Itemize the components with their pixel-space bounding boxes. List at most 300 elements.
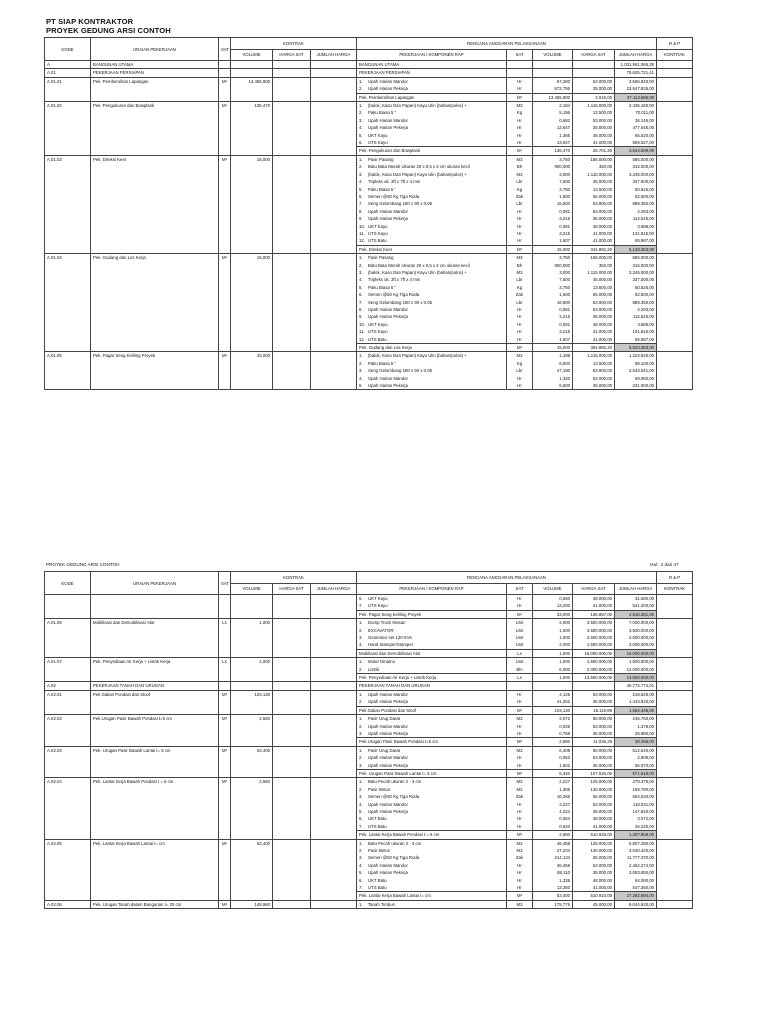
rap-jumlah-harga-cell: 11.777.370,00 [615, 854, 657, 861]
kontrak-rnp-cell [657, 299, 693, 306]
kontrak-rnp-cell [657, 801, 693, 808]
komponen-cell [357, 754, 507, 761]
komponen-cell [357, 839, 507, 847]
volume-cell: 2,560 [231, 778, 273, 786]
item-number: 4. [359, 862, 363, 868]
subtotal-row [45, 344, 693, 352]
rap-volume-cell: 88,110 [533, 869, 573, 876]
komponen-cell [357, 595, 507, 603]
table-row [45, 178, 693, 185]
harga-sat-cell [273, 641, 311, 649]
rap-volume-cell: 2,000 [533, 619, 573, 627]
kontrak-rnp-cell [657, 102, 693, 110]
harga-sat-cell [273, 328, 311, 335]
kode-cell: A.01.06 [45, 619, 91, 627]
kontrak-rnp-cell [657, 862, 693, 869]
rap-jumlah-harga-cell: 1.031.961.065,35 [615, 61, 657, 69]
jumlah-harga-cell [311, 666, 357, 674]
kontrak-rnp-cell [657, 208, 693, 215]
komponen-cell [357, 698, 507, 706]
rap-sat-cell: Ls [507, 674, 533, 682]
kontrak-rnp-cell [657, 602, 693, 610]
table-row [45, 200, 693, 207]
table-row [45, 124, 693, 131]
harga-sat-cell [273, 854, 311, 861]
rap-jumlah-harga-cell: 1.378,00 [615, 723, 657, 730]
rap-jumlah-harga-cell: 541.200,00 [615, 602, 657, 610]
uraian-cell [91, 284, 219, 291]
jumlah-harga-cell [311, 730, 357, 738]
rap-harga-sat-cell: 107.026,00 [573, 769, 615, 777]
rap-jumlah-harga-cell: 3.644.009,00 [615, 147, 657, 155]
col-harga-sat-rap: HARGA SAT [573, 50, 615, 61]
harga-sat-cell [273, 269, 311, 276]
rap-harga-sat-cell: 45.000,00 [573, 276, 615, 283]
harga-sat-cell [273, 847, 311, 854]
rap-harga-sat-cell: 80.000,00 [573, 746, 615, 754]
volume-cell [231, 786, 273, 793]
jumlah-harga-cell [311, 124, 357, 131]
rap-sat-cell [507, 682, 533, 690]
volume-cell: 1,000 [231, 619, 273, 627]
rap-harga-sat-cell: 53.000,00 [573, 723, 615, 730]
rap-jumlah-harga-cell: 5.807.250,00 [615, 839, 657, 847]
rap-jumlah-harga-cell: 337.500,00 [615, 178, 657, 185]
komponen-label: Upah Harian Pekerja [368, 870, 408, 876]
jumlah-harga-cell [311, 306, 357, 313]
uraian-cell: Pek. Penyediaan Air Kerja + Listrik Kerja [91, 658, 219, 666]
uraian-cell [91, 230, 219, 237]
komponen-cell [357, 627, 507, 634]
komponen-label: Semen @50 Kg Tiga Roda [368, 855, 420, 861]
sat-cell [219, 200, 231, 207]
rap-harga-sat-cell: 510.910,00 [573, 892, 615, 900]
rap-sat-cell: Lbr [507, 367, 533, 374]
kode-cell [45, 276, 91, 283]
harga-sat-cell [273, 839, 311, 847]
kontrak-rnp-cell [657, 641, 693, 649]
kontrak-rnp-cell [657, 269, 693, 276]
table-row [45, 690, 693, 698]
volume-cell [231, 877, 273, 884]
sat-cell [219, 109, 231, 116]
kode-cell [45, 200, 91, 207]
rap-harga-sat-cell: 41.000,00 [573, 336, 615, 344]
komponen-cell [357, 769, 507, 777]
rap-volume-cell: 0,081 [533, 223, 573, 230]
harga-sat-cell [273, 291, 311, 298]
volume-cell [231, 815, 273, 822]
rap-sat-cell: Hr [507, 124, 533, 131]
komponen-cell [357, 666, 507, 674]
volume-cell [231, 306, 273, 313]
rap-sat-cell: M¹ [507, 610, 533, 618]
jumlah-harga-cell [311, 223, 357, 230]
rap-volume-cell: 3,215 [533, 230, 573, 237]
kode-cell [45, 641, 91, 649]
rap-jumlah-harga-cell: 3.000.000,00 [615, 641, 657, 649]
jumlah-harga-cell [311, 163, 357, 170]
harga-sat-cell [273, 178, 311, 185]
komponen-cell [357, 147, 507, 155]
komponen-label: Pasir Beton [368, 786, 391, 792]
kode-cell [45, 367, 91, 374]
kode-cell [45, 375, 91, 382]
item-number: 2. [359, 164, 363, 170]
rap-jumlah-harga-cell: 1.307.968,00 [615, 831, 657, 839]
jumlah-harga-cell [311, 367, 357, 374]
komponen-cell [357, 85, 507, 93]
rap-volume-cell: 13,350 [533, 884, 573, 892]
volume-cell [231, 754, 273, 761]
jumlah-harga-cell [311, 200, 357, 207]
komponen-label: Pek. Urugan Pasir Bawah Lantai t= 5 cm [359, 770, 437, 776]
kode-cell [45, 815, 91, 822]
item-number: 3. [359, 117, 363, 123]
rap-sat-cell [507, 61, 533, 69]
uraian-cell [91, 215, 219, 222]
rap-volume-cell: 1,335 [533, 877, 573, 884]
harga-sat-cell [273, 262, 311, 269]
kontrak-rnp-cell [657, 171, 693, 178]
kontrak-rnp-cell [657, 139, 693, 147]
rap-sat-cell: Hr [507, 801, 533, 808]
sat-cell [219, 627, 231, 634]
kontrak-rnp-cell [657, 77, 693, 85]
table-row [45, 85, 693, 93]
kode-cell: A.01.05 [45, 352, 91, 360]
rap-jumlah-harga-cell: 889.350,00 [615, 299, 657, 306]
jumlah-harga-cell [311, 245, 357, 253]
komponen-label: Pasir Pasang [368, 156, 394, 162]
rap-jumlah-harga-cell: 512.640,00 [615, 746, 657, 754]
kode-cell [45, 299, 91, 306]
rap-harga-sat-cell: 13.500,00 [573, 284, 615, 291]
rap-volume-cell: 0,064 [533, 815, 573, 822]
jumlah-harga-cell [311, 839, 357, 847]
rap-volume-cell [533, 61, 573, 69]
kontrak-rnp-cell [657, 155, 693, 163]
sat-cell [219, 269, 231, 276]
kontrak-rnp-cell [657, 649, 693, 657]
jumlah-harga-cell [311, 715, 357, 723]
rap-jumlah-harga-cell: 2.500.000,00 [615, 634, 657, 641]
kontrak-rnp-cell [657, 193, 693, 200]
table-row [45, 77, 693, 85]
rap-harga-sat-cell: 53.000,00 [573, 117, 615, 124]
kontrak-rnp-cell [657, 698, 693, 706]
uraian-cell [91, 291, 219, 298]
kode-cell [45, 124, 91, 131]
rap-jumlah-harga-cell: 16.000.000,00 [615, 649, 657, 657]
sat-cell: M² [219, 254, 231, 262]
harga-sat-cell [273, 382, 311, 390]
komponen-label: (balok, Kaso Dan Papan) Kayu Ulin (bahan/polos) + [368, 171, 467, 177]
kode-cell: A.01 [45, 69, 91, 77]
company-name: PT SIAP KONTRAKTOR [46, 17, 134, 26]
harga-sat-cell [273, 877, 311, 884]
rap-jumlah-harga-cell: 65.520,00 [615, 132, 657, 139]
komponen-cell [357, 254, 507, 262]
uraian-cell [91, 666, 219, 674]
rap-harga-sat-cell [573, 682, 615, 690]
harga-sat-cell [273, 793, 311, 800]
item-number: 2. [359, 786, 363, 792]
table-row [45, 698, 693, 706]
volume-cell [231, 230, 273, 237]
item-number: 6. [359, 140, 363, 146]
komponen-cell [357, 847, 507, 854]
rap-sat-cell: Hr [507, 132, 533, 139]
item-number: 5. [359, 186, 363, 192]
rap-volume-cell: 3,000 [533, 269, 573, 276]
subtotal-row [45, 245, 693, 253]
rap-volume-cell: 0,640 [533, 823, 573, 831]
komponen-label: Upah Harian Pekerja [368, 314, 408, 320]
col-jumlah-harga-rap: JUMLAH HARGA [615, 584, 657, 595]
komponen-label: Upah Harian Mandor [368, 862, 408, 868]
komponen-label: Paku Biasa 5 " [368, 284, 397, 290]
sat-cell: M² [219, 77, 231, 85]
sat-cell [219, 299, 231, 306]
rap-jumlah-harga-cell: 477.645,00 [615, 124, 657, 131]
komponen-label: Pek. Lantai Kerja Bawah Pondasi t = 5 cm [359, 832, 440, 838]
komponen-label: UTS Kayu [368, 329, 388, 335]
rap-harga-sat-cell: 53.000,00 [573, 801, 615, 808]
rap-sat-cell: Unit [507, 627, 533, 634]
rap-harga-sat-cell: 53.900,00 [573, 299, 615, 306]
komponen-cell [357, 139, 507, 147]
komponen-label: Paku Biasa 5 " [368, 360, 397, 366]
komponen-cell [357, 124, 507, 131]
subtotal-row [45, 706, 693, 714]
table-row [45, 215, 693, 222]
komponen-label: Upah Harian Pekerja [368, 699, 408, 705]
harga-sat-cell [273, 61, 311, 69]
kontrak-rnp-cell [657, 291, 693, 298]
komponen-label: Upah Harian Pekerja [368, 216, 408, 222]
harga-sat-cell [273, 723, 311, 730]
komponen-cell [357, 854, 507, 861]
volume-cell: 15,000 [231, 155, 273, 163]
rap-harga-sat-cell: 1.115.000,00 [573, 269, 615, 276]
rap-sat-cell: Hr [507, 230, 533, 237]
item-number: 3. [359, 269, 363, 275]
komponen-cell [357, 619, 507, 627]
rap-sat-cell [507, 69, 533, 77]
uraian-cell [91, 769, 219, 777]
jumlah-harga-cell [311, 627, 357, 634]
jumlah-harga-cell [311, 619, 357, 627]
rap-jumlah-harga-cell: 1.662.445,00 [615, 706, 657, 714]
jumlah-harga-cell [311, 208, 357, 215]
item-number: 9. [359, 216, 363, 222]
harga-sat-cell [273, 193, 311, 200]
table-row [45, 237, 693, 245]
kontrak-rnp-cell [657, 762, 693, 770]
rap-harga-sat-cell: 35.000,00 [573, 869, 615, 876]
item-number: 6. [359, 193, 363, 199]
komponen-cell [357, 102, 507, 110]
uraian-cell [91, 223, 219, 230]
rap-harga-sat-cell: 55.000,00 [573, 193, 615, 200]
sat-cell [219, 344, 231, 352]
rap-volume-cell: 0,081 [533, 306, 573, 313]
sat-cell [219, 336, 231, 344]
rap-jumlah-harga-cell: 315.000,00 [615, 262, 657, 269]
uraian-cell [91, 186, 219, 193]
kode-cell: A.02.04 [45, 778, 91, 786]
sat-cell [219, 132, 231, 139]
table-row [45, 321, 693, 328]
kontrak-rnp-cell [657, 215, 693, 222]
kode-cell [45, 163, 91, 170]
rap-sat-cell: Hr [507, 869, 533, 876]
uraian-cell [91, 367, 219, 374]
subtotal-row [45, 147, 693, 155]
kontrak-rnp-cell [657, 610, 693, 618]
jumlah-harga-cell [311, 754, 357, 761]
item-number: 2. [359, 627, 363, 633]
komponen-label: Seng Gelombang 180 x 90 x 0,05 [368, 368, 433, 374]
rap-sat-cell: M3 [507, 847, 533, 854]
sat-cell [219, 367, 231, 374]
table-row [45, 254, 693, 262]
col-kontrak-rnp: KONTRAK [657, 584, 693, 595]
harga-sat-cell [273, 200, 311, 207]
harga-sat-cell [273, 321, 311, 328]
rap-volume-cell: 1,306 [533, 786, 573, 793]
kontrak-rnp-cell [657, 815, 693, 822]
rap-sat-cell: M3 [507, 352, 533, 360]
volume-cell [231, 245, 273, 253]
jumlah-harga-cell [311, 132, 357, 139]
rap-volume-cell: 3,215 [533, 313, 573, 320]
rap-harga-sat-cell [573, 69, 615, 77]
jumlah-harga-cell [311, 682, 357, 690]
sat-cell [219, 117, 231, 124]
komponen-cell [357, 306, 507, 313]
rap-jumlah-harga-cell: 82.500,00 [615, 193, 657, 200]
rap-harga-sat-cell: 48.000,00 [573, 132, 615, 139]
komponen-cell [357, 706, 507, 714]
item-number: 10. [359, 321, 365, 327]
table-row [45, 666, 693, 674]
harga-sat-cell [273, 124, 311, 131]
table-row [45, 262, 693, 269]
kode-cell: A.01.07 [45, 658, 91, 666]
table-row [45, 847, 693, 854]
harga-sat-cell [273, 171, 311, 178]
volume-cell [231, 884, 273, 892]
table-row [45, 382, 693, 390]
komponen-label: PEKERJAAN PERSIAPAN [359, 70, 411, 76]
item-number: 6. [359, 292, 363, 298]
rap-harga-sat-cell: 2.015,00 [573, 93, 615, 101]
harga-sat-cell [273, 139, 311, 147]
jumlah-harga-cell [311, 884, 357, 892]
uraian-cell [91, 754, 219, 761]
jumlah-harga-cell [311, 77, 357, 85]
rap-jumlah-harga-cell: 28.256,00 [615, 738, 657, 746]
komponen-label: Upah Harian Pekerja [368, 808, 408, 814]
table-row [45, 276, 693, 283]
uraian-cell [91, 306, 219, 313]
rap-harga-sat-cell: 510.925,00 [573, 831, 615, 839]
col-harga-sat-rap: HARGA SAT [573, 584, 615, 595]
col-rap-group: RENCANA ANGGARAN PELAKSANAAN [357, 38, 657, 50]
kode-cell: A.01.01 [45, 77, 91, 85]
kode-cell [45, 321, 91, 328]
rap-volume-cell [533, 69, 573, 77]
volume-cell [231, 237, 273, 245]
rap-harga-sat-cell: 55.000,00 [573, 854, 615, 861]
rap-volume-cell: 6,000 [533, 666, 573, 674]
kode-cell [45, 854, 91, 861]
jumlah-harga-cell [311, 862, 357, 869]
volume-cell [231, 762, 273, 770]
col-rnp: R & P [657, 572, 693, 584]
sat-cell [219, 666, 231, 674]
kontrak-rnp-cell [657, 237, 693, 245]
subtotal-row [45, 93, 693, 101]
rap-sat-cell: Hr [507, 723, 533, 730]
sat-cell [219, 223, 231, 230]
kode-cell [45, 291, 91, 298]
volume-cell [231, 595, 273, 603]
jumlah-harga-cell [311, 254, 357, 262]
subtotal-row [45, 610, 693, 618]
komponen-cell [357, 186, 507, 193]
rap-harga-sat-cell: 53.000,00 [573, 754, 615, 761]
harga-sat-cell [273, 892, 311, 900]
harga-sat-cell [273, 186, 311, 193]
volume-cell [231, 682, 273, 690]
rap-harga-sat-cell: 48.000,00 [573, 595, 615, 603]
rap-jumlah-harga-cell: 13.500.000,00 [615, 674, 657, 682]
komponen-label: Semen @50 Kg Tiga Roda [368, 292, 420, 298]
kontrak-rnp-cell [657, 674, 693, 682]
rap-sat-cell: Hr [507, 85, 533, 93]
rap-sat-cell: M3 [507, 269, 533, 276]
harga-sat-cell [273, 627, 311, 634]
sat-cell [219, 291, 231, 298]
table-row [45, 754, 693, 761]
rap-jumlah-harga-cell: 36.146,00 [615, 117, 657, 124]
uraian-cell [91, 269, 219, 276]
sat-cell [219, 139, 231, 147]
jumlah-harga-cell [311, 193, 357, 200]
rap-volume-cell: 1,000 [533, 634, 573, 641]
rap-sat-cell: Lbr [507, 200, 533, 207]
item-number: 12. [359, 336, 365, 342]
kontrak-rnp-cell [657, 619, 693, 627]
volume-cell [231, 117, 273, 124]
volume-cell: 2,560 [231, 715, 273, 723]
kode-cell [45, 610, 91, 618]
komponen-label: Pek. Penyediaan Air Kerja + Listrik Kerja [359, 675, 437, 681]
jumlah-harga-cell [311, 291, 357, 298]
kontrak-rnp-cell [657, 730, 693, 738]
harga-sat-cell [273, 230, 311, 237]
rap-harga-sat-cell: 13.500,00 [573, 186, 615, 193]
table-row [45, 193, 693, 200]
jumlah-harga-cell [311, 658, 357, 666]
rap-jumlah-harga-cell: 231.000,00 [615, 382, 657, 390]
table-row [45, 762, 693, 770]
sat-cell [219, 237, 231, 245]
table-row [45, 230, 693, 237]
